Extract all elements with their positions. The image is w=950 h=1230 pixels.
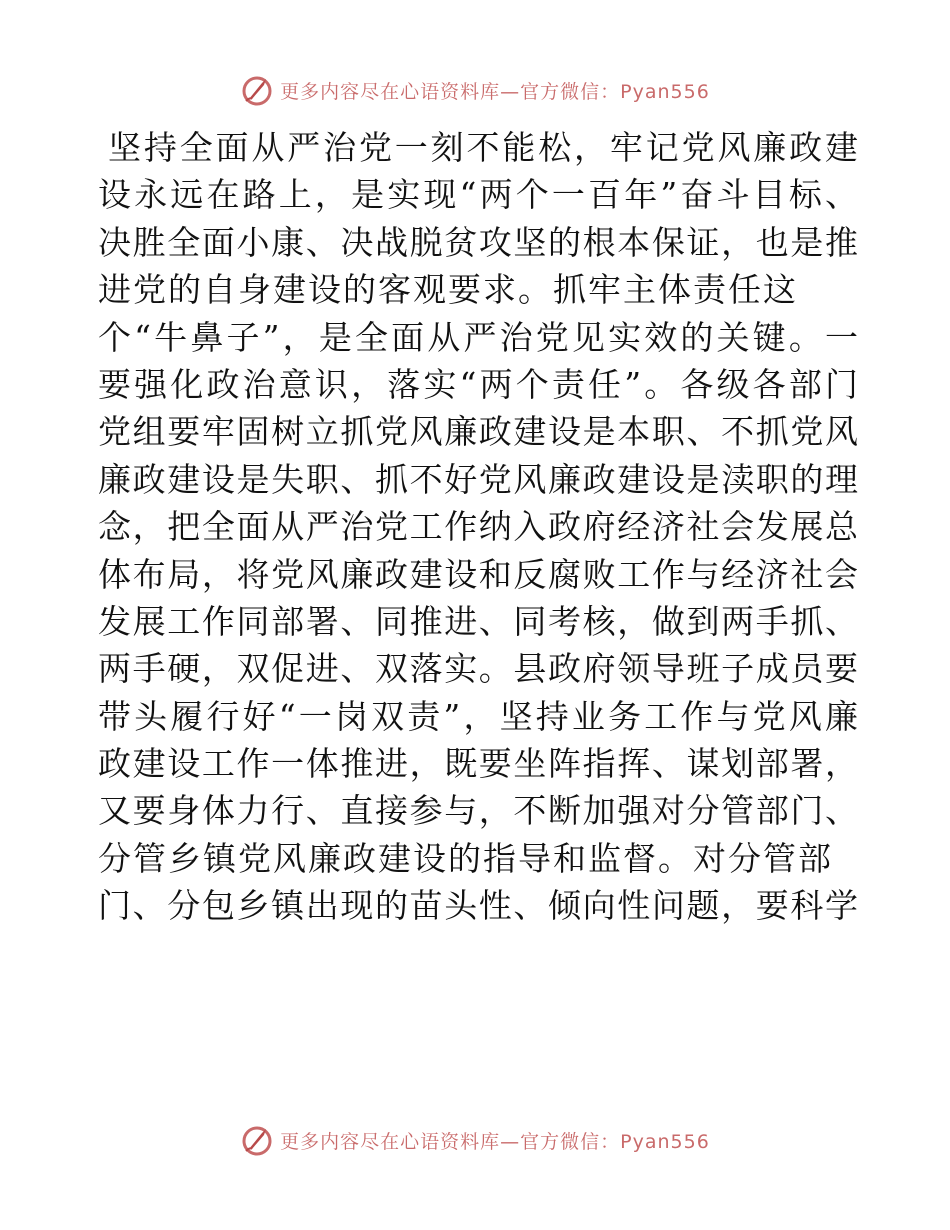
header-watermark [0, 72, 950, 108]
text-line: 党组要牢固树立抓党风廉政建设是本职、不抓党风 [98, 412, 858, 452]
text-line: 又要身体力行、直接参与，不断加强对分管部门、 [98, 791, 858, 831]
watermark-text: 更多内容尽在心语资料库—官方微信：Pyan556 [280, 1130, 710, 1153]
quill-circle-icon [240, 1123, 274, 1157]
text-line: 进党的自身建设的客观要求。抓牢主体责任这 [98, 270, 798, 310]
text-line: 个“牛鼻子”，是全面从严治党见实效的关键。一 [98, 317, 858, 357]
text-line: 念，把全面从严治党工作纳入政府经济社会发展总 [98, 507, 858, 547]
footer-watermark [0, 1122, 950, 1158]
text-line: 两手硬，双促进、双落实。县政府领导班子成员要 [98, 649, 858, 689]
text-line: 政建设工作一体推进，既要坐阵指挥、谋划部署， [98, 744, 858, 784]
document-body [98, 124, 858, 930]
text-line: 发展工作同部署、同推进、同考核，做到两手抓、 [98, 601, 858, 641]
text-line: 设永远在路上，是实现“两个一百年”奋斗目标、 [98, 175, 858, 215]
text-line: 带头履行好“一岗双责”，坚持业务工作与党风廉 [98, 696, 858, 736]
quill-circle-icon [240, 73, 274, 107]
text-line: 要强化政治意识，落实“两个责任”。各级各部门 [98, 364, 858, 404]
text-line: 门、分包乡镇出现的苗头性、倾向性问题，要科学 [98, 886, 858, 926]
text-line: 决胜全面小康、决战脱贫攻坚的根本保证，也是推 [98, 222, 858, 262]
watermark-text: 更多内容尽在心语资料库—官方微信：Pyan556 [280, 80, 710, 103]
text-line: 廉政建设是失职、抓不好党风廉政建设是渎职的理 [98, 459, 858, 499]
text-line: 坚持全面从严治党一刻不能松，牢记党风廉政建 [108, 128, 858, 167]
text-line: 体布局，将党风廉政建设和反腐败工作与经济社会 [98, 554, 858, 594]
text-line: 分管乡镇党风廉政建设的指导和监督。对分管部 [98, 838, 833, 878]
